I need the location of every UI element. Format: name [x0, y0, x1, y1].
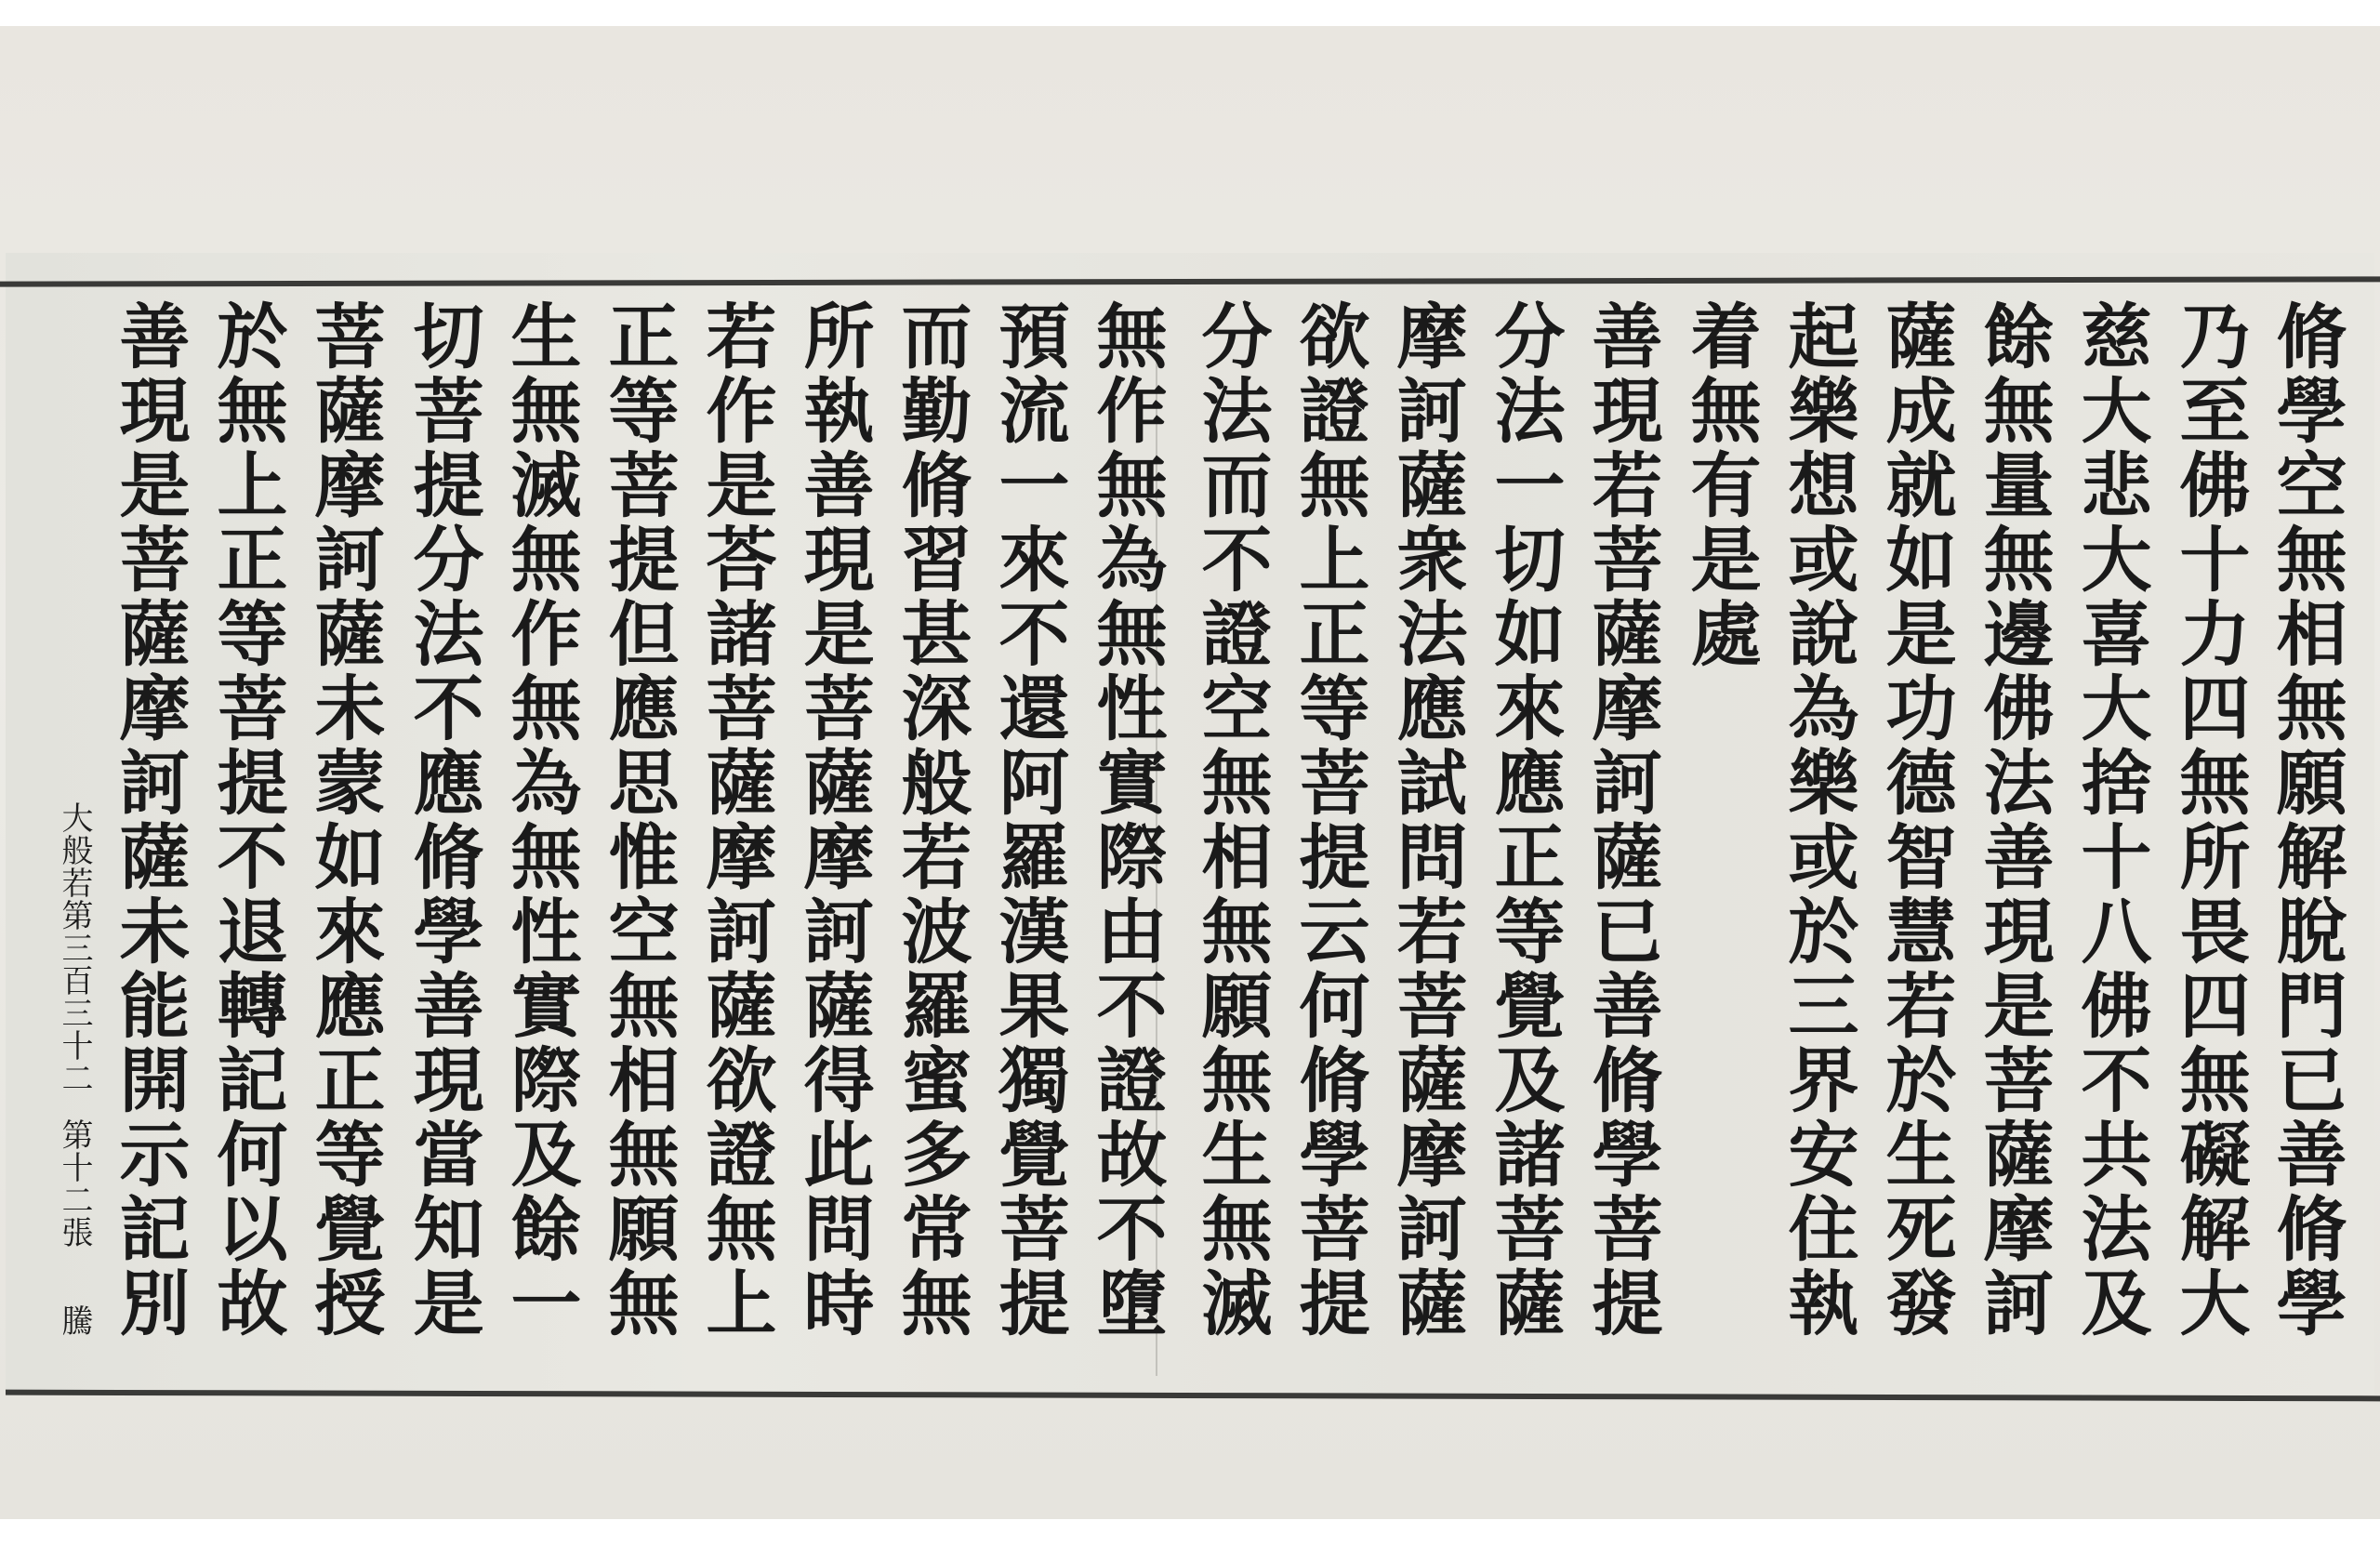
text-column-2: 乃至佛十力四無所畏四無礙解大 — [2168, 299, 2251, 1341]
text-column-15: 而勤脩習甚深般若波羅蜜多常無 — [890, 299, 972, 1341]
text-column-17: 若作是荅諸菩薩摩訶薩欲證無上 — [694, 299, 777, 1341]
text-column-6: 起樂想或說為樂或於三界安住執 — [1777, 299, 1859, 1341]
sheet-number: 第十二張 — [56, 1118, 93, 1249]
series-mark: 騰 — [56, 1304, 93, 1337]
text-column-8: 善現若菩薩摩訶薩已善脩學菩提 — [1580, 299, 1663, 1341]
text-column-3: 慈大悲大喜大捨十八佛不共法及 — [2069, 299, 2152, 1341]
text-column-1: 脩學空無相無願解脫門已善脩學 — [2265, 299, 2347, 1341]
text-column-11: 欲證無上正等菩提云何脩學菩提 — [1288, 299, 1370, 1341]
text-column-14: 預流一來不還阿羅漢果獨覺菩提 — [987, 299, 1070, 1341]
text-column-16: 所執善現是菩薩摩訶薩得此問時 — [792, 299, 875, 1341]
text-column-4: 餘無量無邊佛法善現是菩薩摩訶 — [1972, 299, 2055, 1341]
text-column-20: 切菩提分法不應脩學善現當知是 — [402, 299, 484, 1341]
text-column-9: 分法一切如來應正等覺及諸菩薩 — [1483, 299, 1566, 1341]
text-column-21: 菩薩摩訶薩未蒙如來應正等覺授 — [303, 299, 386, 1341]
sutra-text — [46, 299, 2352, 1385]
text-column-10: 摩訶薩衆法應試問若菩薩摩訶薩 — [1385, 299, 1468, 1341]
volume-label: 大般若第三百三十二 — [56, 801, 93, 1094]
text-column-7: 着無有是處 — [1679, 299, 1762, 671]
text-column-12: 分法而不證空無相無願無生無滅 — [1190, 299, 1273, 1341]
marginal-note — [54, 801, 95, 1396]
text-column-13: 無作無為無性實際由不證故不墮 — [1085, 299, 1168, 1341]
text-column-5: 薩成就如是功德智慧若於生死發 — [1874, 299, 1957, 1341]
text-column-22: 於無上正等菩提不退轉記何以故 — [205, 299, 288, 1341]
text-column-18: 正等菩提但應思惟空無相無願無 — [597, 299, 680, 1341]
text-column-19: 生無滅無作無為無性實際及餘一 — [499, 299, 582, 1341]
text-column-23: 善現是菩薩摩訶薩未能開示記別 — [108, 299, 191, 1341]
